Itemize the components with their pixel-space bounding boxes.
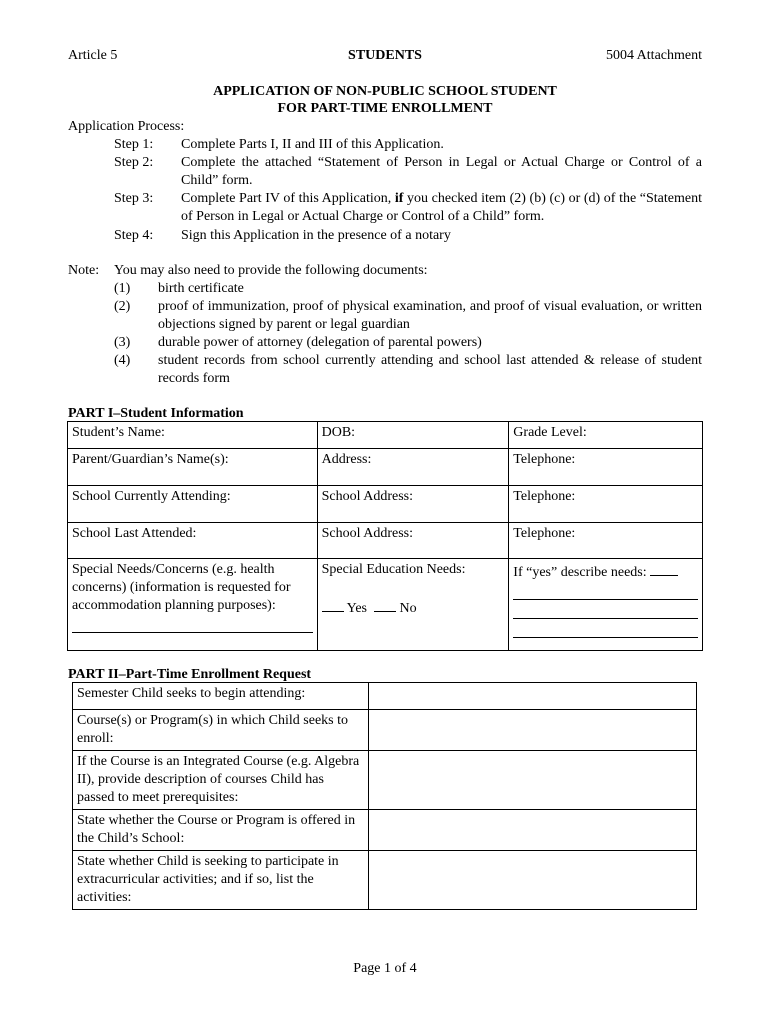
last-school-telephone-field[interactable]: Telephone: (509, 523, 703, 559)
no-label: No (399, 601, 417, 616)
table-row (73, 751, 697, 810)
last-school-field[interactable]: School Last Attended: (68, 523, 318, 559)
table-row (68, 559, 703, 651)
step-3-text (181, 190, 702, 226)
describe-needs-line[interactable] (513, 620, 698, 638)
table-row (68, 523, 703, 559)
course-offered-label: State whether the Course or Program is offered in the Child’s School: (73, 810, 369, 851)
describe-needs-line[interactable] (513, 601, 698, 619)
doc-4-num: (4) (114, 353, 131, 368)
step-4-label: Step 4: (114, 228, 154, 243)
integrated-course-label: If the Course is an Integrated Course (e.g. Algebra II), provide description of courses Child has passed to meet prerequisites: (73, 751, 369, 810)
form-title-line1: APPLICATION OF NON-PUBLIC SCHOOL STUDENT (213, 84, 557, 99)
doc-3-num: (3) (114, 335, 131, 350)
doc-1-num: (1) (114, 281, 131, 296)
form-title-line2: FOR PART-TIME ENROLLMENT (277, 101, 493, 116)
describe-needs-cell (509, 559, 703, 651)
extracurricular-input[interactable] (368, 851, 696, 910)
page-number: Page 1 of 4 (353, 961, 417, 976)
table-row (73, 810, 697, 851)
doc-4-text: student records from school currently attending and school last attended & release of student records form (158, 353, 702, 386)
table-row (68, 486, 703, 523)
dob-field[interactable]: DOB: (317, 422, 509, 449)
describe-needs-row (513, 561, 698, 582)
integrated-course-input[interactable] (368, 751, 696, 810)
current-school-field[interactable]: School Currently Attending: (68, 486, 318, 523)
describe-needs-label: If “yes” describe needs: (513, 565, 647, 580)
enrollment-request-table (72, 682, 697, 910)
note-intro: You may also need to provide the following documents: (114, 263, 428, 278)
yes-label: Yes (346, 601, 367, 616)
semester-label: Semester Child seeks to begin attending: (73, 683, 369, 710)
last-school-address-field[interactable]: School Address: (317, 523, 509, 559)
step-3-text-before: Complete Part IV of this Application, (181, 191, 395, 206)
special-needs-input[interactable] (72, 615, 313, 633)
yes-checkbox[interactable] (322, 597, 344, 612)
step-1-label: Step 1: (114, 137, 154, 152)
special-education-cell (317, 559, 509, 651)
semester-input[interactable] (368, 683, 696, 710)
table-row (73, 710, 697, 751)
doc-1-text: birth certificate (158, 281, 244, 296)
doc-3-text: durable power of attorney (delegation of parental powers) (158, 335, 482, 350)
step-1-text: Complete Parts I, II and III of this Application. (181, 137, 444, 152)
courses-label: Course(s) or Program(s) in which Child seeks to enroll: (73, 710, 369, 751)
course-offered-input[interactable] (368, 810, 696, 851)
special-education-label: Special Education Needs: (321, 562, 466, 577)
courses-input[interactable] (368, 710, 696, 751)
current-school-telephone-field[interactable]: Telephone: (509, 486, 703, 523)
parent-name-field[interactable]: Parent/Guardian’s Name(s): (68, 449, 318, 486)
header-section: STUDENTS (348, 48, 422, 63)
extracurricular-label: State whether Child is seeking to participate in extracurricular activities; and if so, list the activities: (73, 851, 369, 910)
special-needs-cell (68, 559, 318, 651)
step-3-text-bold: if (394, 191, 404, 206)
yes-no-group (322, 597, 505, 618)
table-row (73, 851, 697, 910)
process-heading: Application Process: (68, 119, 185, 134)
doc-2-text: proof of immunization, proof of physical examination, and proof of visual evaluation, or written objections signed by parent or legal guardian (158, 299, 702, 332)
table-row (68, 449, 703, 486)
step-2-label: Step 2: (114, 155, 154, 170)
grade-level-field[interactable]: Grade Level: (509, 422, 703, 449)
note-label: Note: (68, 263, 100, 278)
describe-needs-line[interactable] (513, 582, 698, 600)
student-name-field[interactable]: Student’s Name: (68, 422, 318, 449)
step-3-text-after: you checked item (2) (b) (c) or (d) of the “Statement of Person in Legal or Actual Charge or Control of a Child” form. (181, 191, 702, 224)
step-3-label: Step 3: (114, 191, 154, 206)
part2-title: PART II–Part-Time Enrollment Request (68, 667, 312, 682)
current-school-address-field[interactable]: School Address: (317, 486, 509, 523)
table-row (68, 422, 703, 449)
part1-title: PART I–Student Information (68, 406, 244, 421)
doc-2-num: (2) (114, 299, 131, 314)
describe-needs-input[interactable] (650, 561, 678, 576)
telephone-field[interactable]: Telephone: (509, 449, 703, 486)
address-field[interactable]: Address: (317, 449, 509, 486)
header-attachment: 5004 Attachment (605, 48, 702, 63)
student-info-table (67, 421, 703, 651)
step-4-text: Sign this Application in the presence of a notary (181, 228, 451, 243)
table-row (73, 683, 697, 710)
no-checkbox[interactable] (374, 597, 396, 612)
header-article: Article 5 (68, 48, 118, 63)
special-needs-label: Special Needs/Concerns (e.g. health concerns) (information is requested for accommodation planning purposes): (72, 562, 291, 613)
step-2-text: Complete the attached “Statement of Person in Legal or Actual Charge or Control of a Child” form. (181, 155, 702, 188)
